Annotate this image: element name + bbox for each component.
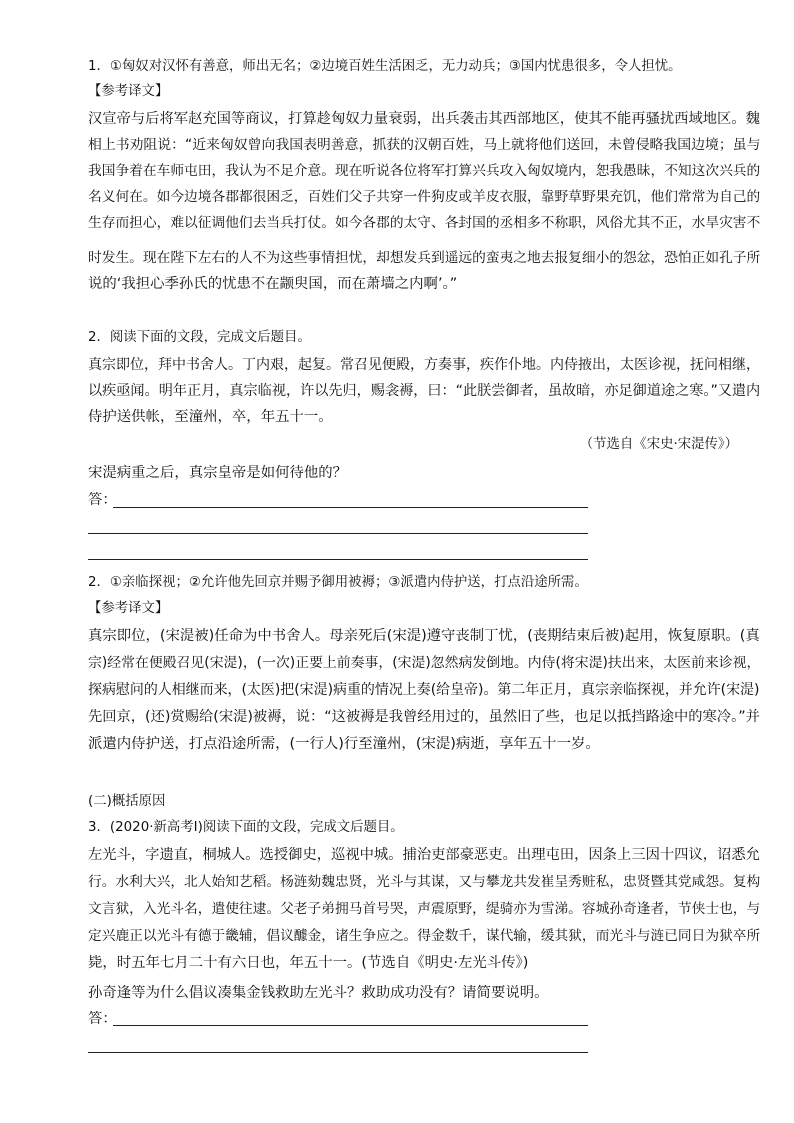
passage-2-source: （节选自《宋史·宋湜传》） [579,437,738,452]
translation-line: 先回京，(还)赏赐给(宋湜)被褥，说：“这被褥是我曾经用过的，虽然旧了些，也足以抵挡路途中的寒冷。”并 [88,709,760,725]
answer-line[interactable] [88,533,588,534]
translation-line: 名义何在。如今边境各郡都很困乏，百姓们父子共穿一件狗皮或羊皮衣服，靠野草野果充饥，他们常常为自己的 [88,189,761,205]
translation-line: 真宗即位，(宋湜被)任命为中书舍人。母亲死后(宋湜)遵守丧制丁忧，(丧期结束后被)起用，恢复原职。(真 [88,628,760,644]
reference-translation-label: 【参考译文】 [88,601,169,616]
question-2-prompt: 2．阅读下面的文段，完成文后题目。 [88,330,311,345]
answer-2-text: 2．①亲临探视；②允许他先回京并赐予御用被褥；③派遣内侍护送，打点沿途所需。 [88,575,588,590]
translation-line: 派遣内侍护送，打点沿途所需，(一行人)行至潼州，(宋湜)病逝，享年五十一岁。 [88,736,600,752]
answer-line[interactable] [88,1052,588,1053]
passage-line: 真宗即位，拜中书舍人。丁内艰，起复。常召见便殿，方奏事，疾作仆地。内侍掖出，太医诊视，抚问相继， [88,357,760,373]
translation-line: 时发生。现在陛下左右的人不为这些事情担忧，却想发兵到遥远的蛮夷之地去报复细小的怨忿，恐怕正如孔子所 [88,250,761,266]
question-3-prompt: 3．(2020·新高考Ⅰ)阅读下面的文段，完成文后题目。 [88,820,404,835]
answer-label: 答： [88,492,117,508]
translation-line: 汉宣帝与后将军赵充国等商议，打算趁匈奴力量衰弱，出兵袭击其西部地区，使其不能再骚扰西域地区。魏 [88,111,760,127]
answer-line[interactable] [113,507,588,508]
translation-line: 相上书劝阻说：“近来匈奴曾向我国表明善意，抓获的汉朝百姓，马上就将他们送回，未曾侵略我国边境；虽与 [88,137,761,153]
translation-line: 我国争着在车师屯田，我认为不足介意。现在听说各位将军打算兴兵攻入匈奴境内，恕我愚昧，不知这次兴兵的 [88,163,761,179]
translation-line: 宗)经常在便殿召见(宋湜)，(一次)正要上前奏事，(宋湜)忽然病发倒地。内侍(将宋湜)扶出来，太医前来诊视， [88,655,761,671]
translation-line: 探病慰问的人相继而来，(太医)把(宋湜)病重的情况上奏(给皇帝)。第二年正月，真宗亲临探视，并允许(宋湜) [88,682,760,698]
question-2-text: 宋湜病重之后，真宗皇帝是如何待他的？ [88,465,348,481]
reference-translation-label: 【参考译文】 [88,84,169,99]
section-heading: (二)概括原因 [88,794,166,809]
translation-line: 生存而担心，难以征调他们去当兵打仗。如今各郡的太守、各封国的丞相多不称职，风俗尤其不正，水旱灾害不 [88,215,761,231]
passage-line: 定兴鹿正以光斗有德于畿辅，倡议醵金，诸生争应之。得金数千，谋代输，缓其狱，而光斗与涟已同日为狱卒所 [88,928,761,944]
question-3-text: 孙奇逢等为什么倡议凑集金钱救助左光斗？救助成功没有？请简要说明。 [88,985,549,1001]
answer-line[interactable] [88,559,588,560]
passage-line: 侍护送供帐，至潼州，卒，年五十一。 [88,409,333,425]
passage-line: 毙，时五年七月二十有六日也，年五十一。(节选自《明史·左光斗传》) [88,955,529,971]
answer-label: 答： [88,1011,117,1027]
passage-line: 左光斗，字遗直，桐城人。选授御史，巡视中城。捕治吏部豪恶吏。出理屯田，因条上三因十四议，诏悉允 [88,847,760,863]
passage-line: 行。水利大兴，北人始知艺稻。杨涟劾魏忠贤，光斗与其谋，又与攀龙共发崔呈秀赃私，忠贤暨其党咸怨。复构 [88,874,761,890]
answer-line[interactable] [113,1025,588,1026]
answer-1-text: 1．①匈奴对汉怀有善意，师出无名；②边境百姓生活困乏，无力动兵；③国内忧患很多，令人担忧。 [88,59,682,74]
passage-line: 文言狱，入光斗名，遣使往逮。父老子弟拥马首号哭，声震原野，缇骑亦为雪涕。容城孙奇逢者，节侠士也，与 [88,901,761,917]
passage-line: 以疾亟闻。明年正月，真宗临视，许以先归，赐衾褥，曰：“此朕尝御者，虽故暗，亦足御道途之寒。”又遣内 [88,383,761,399]
translation-line: 说的‘我担心季孙氏的忧患不在颛臾国，而在萧墙之内啊’。” [88,276,458,292]
